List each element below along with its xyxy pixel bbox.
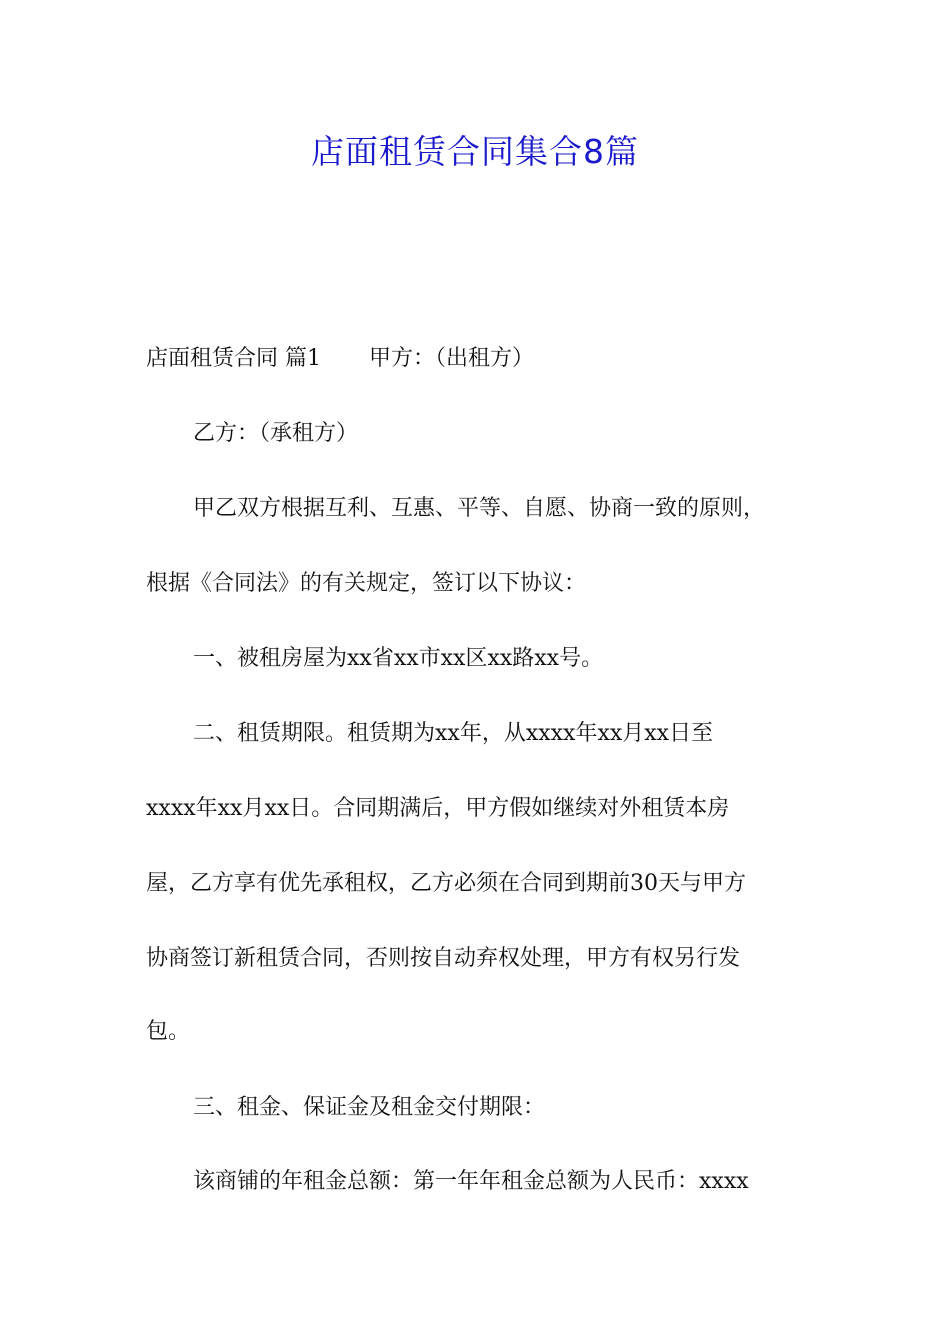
paragraph-line: 根据《合同法》的有关规定，签订以下协议： — [146, 571, 587, 596]
clause-one-line: 一、被租房屋为xx省xx市xx区xx路xx号。 — [193, 646, 604, 671]
first-line — [146, 344, 534, 374]
clause-two-line: 二、租赁期限。租赁期为xx年，从xxxx年xx月xx日至 — [193, 721, 714, 746]
paragraph-line: 该商铺的年租金总额：第一年年租金总额为人民币：xxxx — [193, 1169, 749, 1194]
paragraph-line: 屋，乙方享有优先承租权，乙方必须在合同到期前30天与甲方 — [146, 871, 746, 896]
clause-three-heading: 三、租金、保证金及租金交付期限： — [193, 1095, 546, 1120]
paragraph-line: xxxx年xx月xx日。合同期满后，甲方假如继续对外租赁本房 — [146, 796, 730, 821]
paragraph-line: 甲乙双方根据互利、互惠、平等、自愿、协商一致的原则， — [193, 496, 766, 521]
paragraph-line: 包。 — [146, 1019, 191, 1044]
paragraph-line: 协商签订新租赁合同，否则按自动弃权处理，甲方有权另行发 — [146, 946, 741, 971]
party-b-line: 乙方：（承租方） — [193, 421, 359, 446]
document-title: 店面租赁合同集合8篇 — [311, 132, 639, 171]
section-heading: 店面租赁合同 篇1 — [146, 346, 321, 371]
party-a-label: 甲方：（出租方） — [369, 346, 535, 371]
